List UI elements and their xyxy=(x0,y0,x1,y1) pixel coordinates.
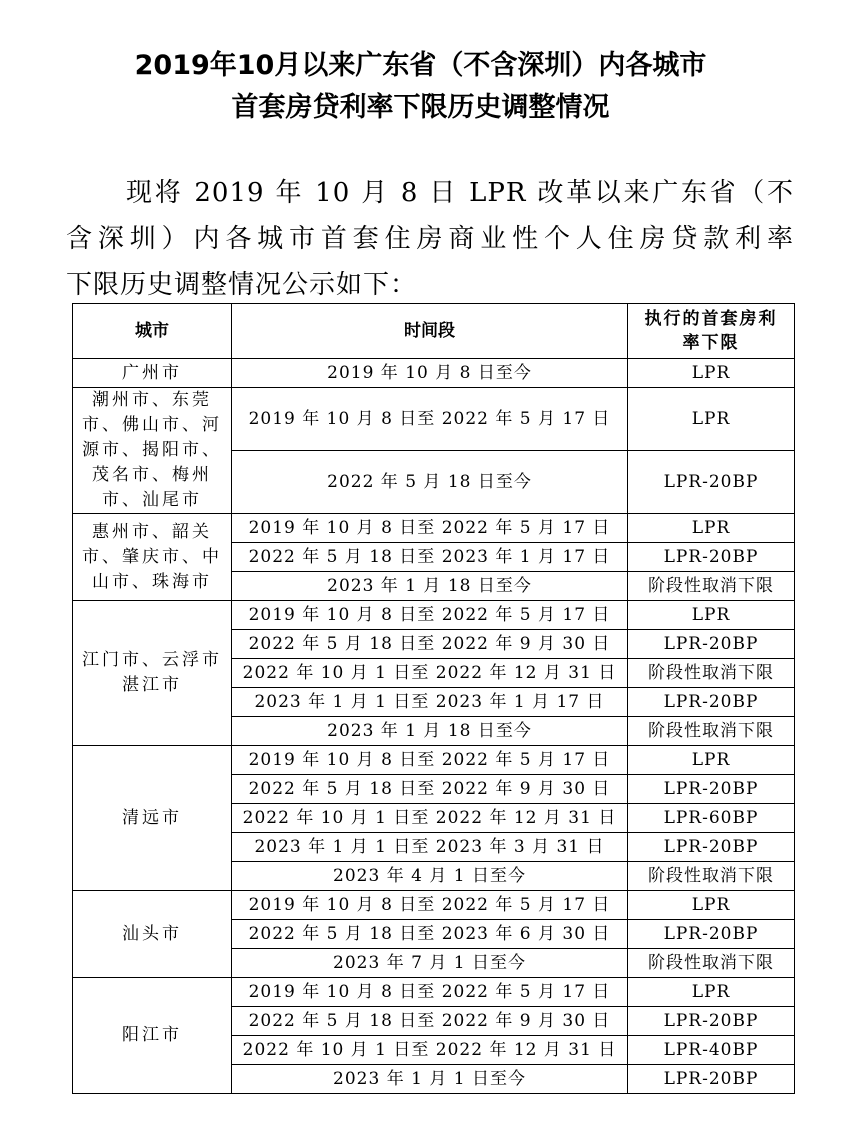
rate-history-table xyxy=(72,303,795,1094)
period-cell: 2022 年 10 月 1 日至 2022 年 12 月 31 日 xyxy=(232,1036,628,1065)
period-cell: 2022 年 10 月 1 日至 2022 年 12 月 31 日 xyxy=(232,804,628,833)
period-cell: 2023 年 1 月 1 日至 2023 年 1 月 17 日 xyxy=(232,688,628,717)
table-row xyxy=(73,359,795,388)
intro-line-3: 下限历史调整情况公示如下： xyxy=(66,270,418,300)
rate-cell: LPR-20BP xyxy=(628,543,795,572)
period-cell: 2019 年 10 月 8 日至 2022 年 5 月 17 日 xyxy=(232,746,628,775)
period-cell: 2019 年 10 月 8 日至 2022 年 5 月 17 日 xyxy=(232,601,628,630)
period-cell: 2022 年 10 月 1 日至 2022 年 12 月 31 日 xyxy=(232,659,628,688)
rate-cell: LPR-20BP xyxy=(628,1007,795,1036)
rate-cell: LPR xyxy=(628,891,795,920)
rate-cell: 阶段性取消下限 xyxy=(628,659,795,688)
rate-cell: LPR xyxy=(628,601,795,630)
rate-cell: LPR-20BP xyxy=(628,1065,795,1094)
period-cell: 2023 年 1 月 1 日至今 xyxy=(232,1065,628,1094)
rate-cell: LPR xyxy=(628,978,795,1007)
table-header-row xyxy=(73,304,795,359)
header-period: 时间段 xyxy=(232,304,628,359)
period-cell: 2023 年 1 月 1 日至 2023 年 3 月 31 日 xyxy=(232,833,628,862)
table-row xyxy=(73,978,795,1007)
table-row xyxy=(73,746,795,775)
city-cell: 广州市 xyxy=(73,359,232,388)
period-cell: 2019 年 10 月 8 日至今 xyxy=(232,359,628,388)
period-cell: 2022 年 5 月 18 日至今 xyxy=(232,451,628,514)
period-cell: 2022 年 5 月 18 日至 2022 年 9 月 30 日 xyxy=(232,1007,628,1036)
period-cell: 2023 年 4 月 1 日至今 xyxy=(232,862,628,891)
period-cell: 2023 年 1 月 18 日至今 xyxy=(232,717,628,746)
intro-line-1: 现将 2019 年 10 月 8 日 LPR 改革以来广东省（不 xyxy=(126,178,794,208)
rate-cell: LPR-20BP xyxy=(628,833,795,862)
city-cell: 清远市 xyxy=(73,746,232,891)
table-row xyxy=(73,388,795,451)
rate-cell: LPR-20BP xyxy=(628,688,795,717)
document-title-line-1: 2019年10月以来广东省（不含深圳）内各城市 xyxy=(134,50,707,81)
period-cell: 2022 年 5 月 18 日至 2022 年 9 月 30 日 xyxy=(232,775,628,804)
rate-cell: LPR-20BP xyxy=(628,630,795,659)
document-title-line-2: 首套房贷利率下限历史调整情况 xyxy=(231,92,610,123)
table-body xyxy=(73,359,795,1094)
table-row xyxy=(73,514,795,543)
period-cell: 2023 年 1 月 18 日至今 xyxy=(232,572,628,601)
rate-cell: 阶段性取消下限 xyxy=(628,949,795,978)
table-row xyxy=(73,891,795,920)
table-row xyxy=(73,601,795,630)
rate-cell: LPR-20BP xyxy=(628,451,795,514)
rate-cell: LPR-60BP xyxy=(628,804,795,833)
rate-cell: LPR-20BP xyxy=(628,775,795,804)
rate-cell: 阶段性取消下限 xyxy=(628,862,795,891)
period-cell: 2019 年 10 月 8 日至 2022 年 5 月 17 日 xyxy=(232,514,628,543)
city-cell: 江门市、云浮市湛江市 xyxy=(73,601,232,746)
period-cell: 2022 年 5 月 18 日至 2022 年 9 月 30 日 xyxy=(232,630,628,659)
city-cell: 汕头市 xyxy=(73,891,232,978)
city-cell: 阳江市 xyxy=(73,978,232,1094)
header-city: 城市 xyxy=(73,304,232,359)
rate-cell: LPR xyxy=(628,746,795,775)
city-cell: 惠州市、韶关市、肇庆市、中山市、珠海市 xyxy=(73,514,232,601)
rate-cell: 阶段性取消下限 xyxy=(628,572,795,601)
rate-cell: LPR-40BP xyxy=(628,1036,795,1065)
period-cell: 2019 年 10 月 8 日至 2022 年 5 月 17 日 xyxy=(232,978,628,1007)
period-cell: 2019 年 10 月 8 日至 2022 年 5 月 17 日 xyxy=(232,891,628,920)
rate-cell: LPR xyxy=(628,514,795,543)
period-cell: 2019 年 10 月 8 日至 2022 年 5 月 17 日 xyxy=(232,388,628,451)
rate-cell: LPR-20BP xyxy=(628,920,795,949)
city-cell: 潮州市、东莞市、佛山市、河源市、揭阳市、茂名市、梅州市、汕尾市 xyxy=(73,388,232,514)
rate-cell: LPR xyxy=(628,388,795,451)
period-cell: 2022 年 5 月 18 日至 2023 年 1 月 17 日 xyxy=(232,543,628,572)
rate-cell: 阶段性取消下限 xyxy=(628,717,795,746)
period-cell: 2023 年 7 月 1 日至今 xyxy=(232,949,628,978)
period-cell: 2022 年 5 月 18 日至 2023 年 6 月 30 日 xyxy=(232,920,628,949)
intro-line-2: 含深圳）内各城市首套住房商业性个人住房贷款利率 xyxy=(66,224,794,254)
header-rate-floor: 执行的首套房利率下限 xyxy=(628,304,795,359)
rate-cell: LPR xyxy=(628,359,795,388)
